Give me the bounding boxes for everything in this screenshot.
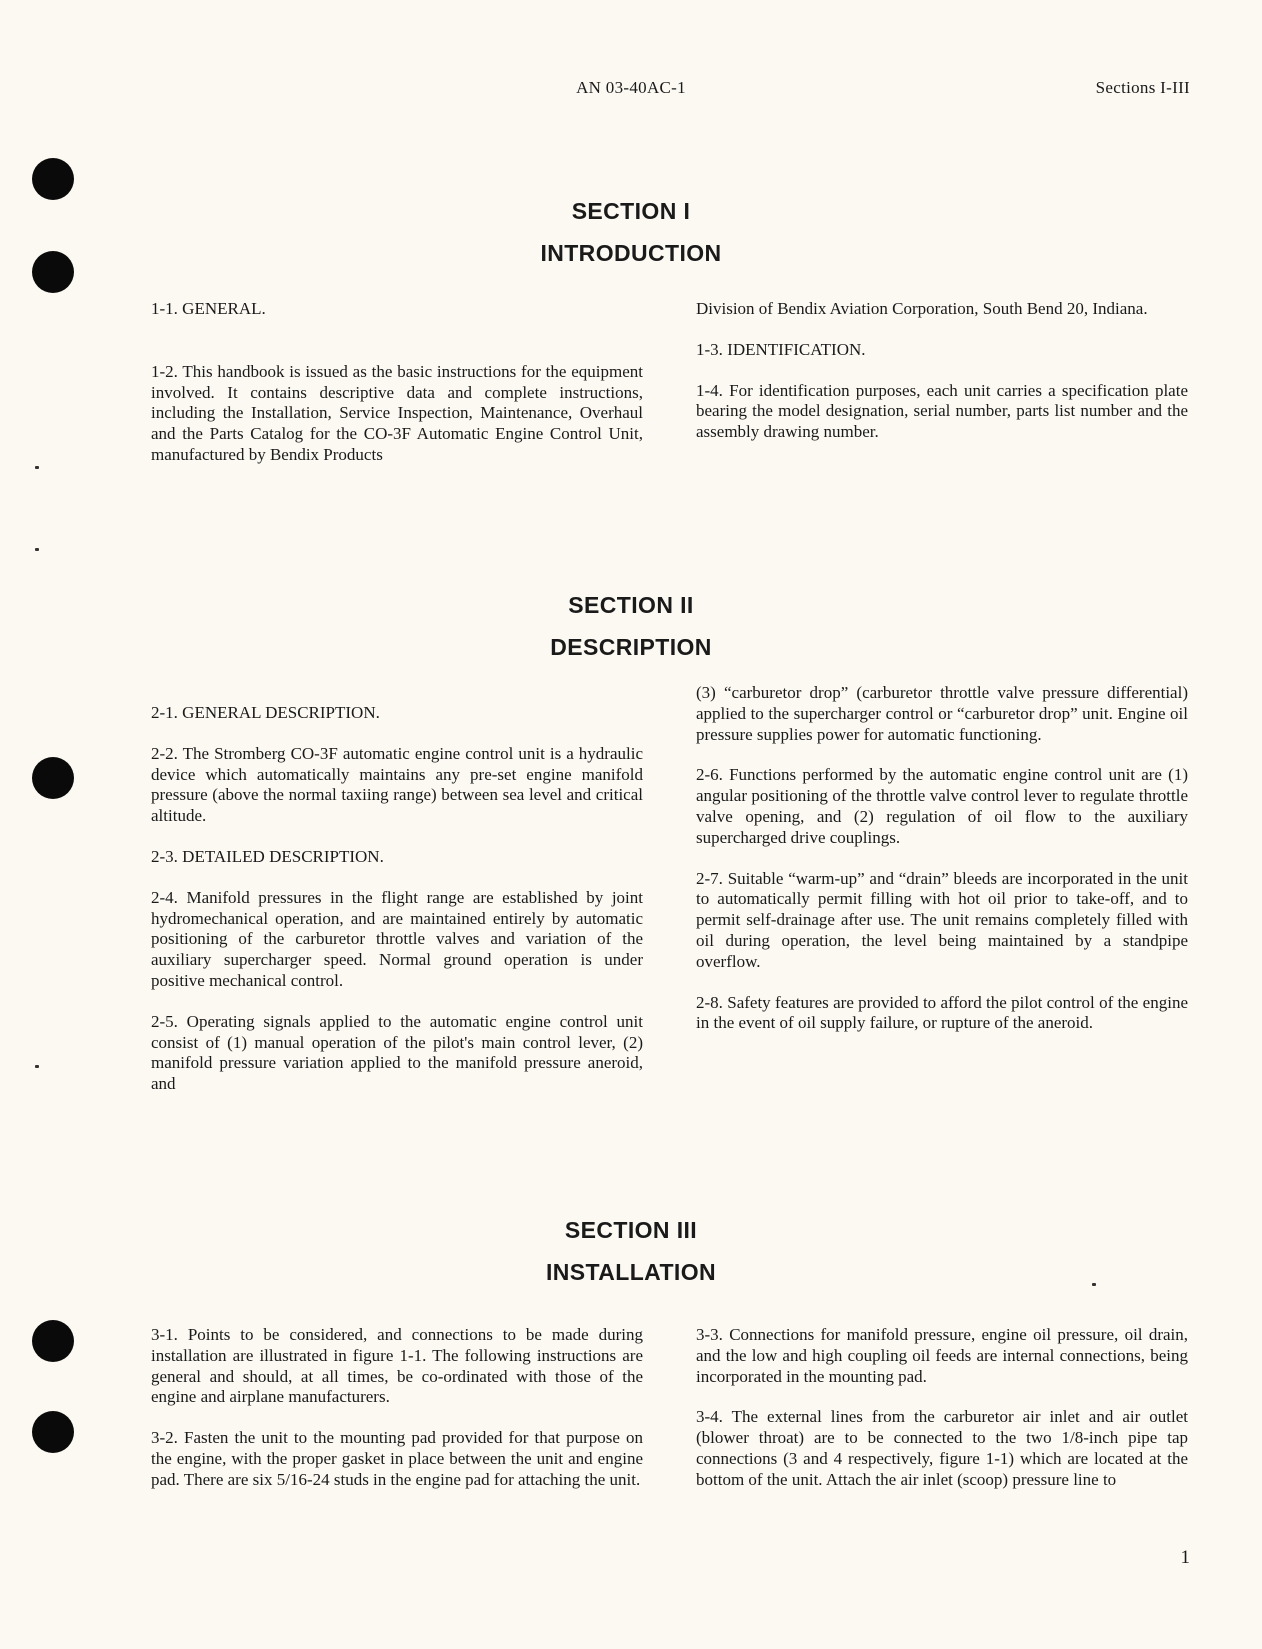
- paragraph: 3-3. Connections for manifold pressure, engine oil pressure, oil drain, and the low and high coupling oil feeds are internal connections, being incorporated in the mounting pad.: [696, 1325, 1188, 1386]
- page-number: 1: [1180, 1547, 1190, 1568]
- section-2-title: DESCRIPTION: [550, 634, 712, 660]
- paragraph: 2-7. Suitable “warm-up” and “drain” bleeds are incorporated in the unit to automatically permit filling with hot oil prior to take-off, and to permit self-drainage after use. The unit remains completely filled with oil during operation, the level being maintained by a standpipe overflow.: [696, 868, 1188, 971]
- paragraph: 2-8. Safety features are provided to afford the pilot control of the engine in the event of oil supply failure, or rupture of the aneroid.: [696, 992, 1188, 1033]
- paragraph: 2-2. The Stromberg CO-3F automatic engine control unit is a hydraulic device which automatically maintains any pre-set engine manifold pressure (above the normal taxiing range) between sea level and critical altitude.: [151, 743, 643, 826]
- binder-hole: [32, 757, 74, 799]
- paragraph: (3) “carburetor drop” (carburetor throttle valve pressure differential) applied to the supercharger control or “carburetor drop” unit. Engine oil pressure supplies power for automatic functioning.: [696, 683, 1188, 744]
- paragraph-heading: 1-1. GENERAL.: [151, 299, 266, 318]
- section-2-left-column: [151, 703, 643, 1095]
- speck: [35, 1065, 39, 1068]
- paragraph: 3-1. Points to be considered, and connections to be made during installation are illustrated in figure 1-1. The following instructions are general and should, at all times, be co-ordinated with those of the engine and airplane manufacturers.: [151, 1325, 643, 1407]
- paragraph: 1-2. This handbook is issued as the basic instructions for the equipment involved. It contains descriptive data and complete instructions, including the Installation, Service Inspection, Maintenance, Overhaul and the Parts Catalog for the CO-3F Automatic Engine Control Unit, manufactured by Bendix Products: [151, 361, 643, 464]
- paragraph: 3-2. Fasten the unit to the mounting pad provided for that purpose on the engine, with the proper gasket in place between the unit and engine pad. There are six 5/16-24 studs in the engine pad for attaching the unit.: [151, 1428, 643, 1489]
- section-3-right-column: [696, 1325, 1188, 1491]
- binder-hole: [32, 158, 74, 200]
- speck: [35, 548, 39, 551]
- section-1-number: SECTION I: [571, 198, 691, 224]
- section-1-left-column: [151, 299, 643, 466]
- section-1-right-column: [696, 299, 1188, 443]
- paragraph-heading: 2-3. DETAILED DESCRIPTION.: [151, 846, 384, 866]
- section-3-left-column: [151, 1325, 643, 1491]
- binder-hole: [32, 1411, 74, 1453]
- paragraph-heading: 2-1. GENERAL DESCRIPTION.: [151, 703, 380, 722]
- section-2-right-column: [696, 683, 1188, 1034]
- section-3-title: INSTALLATION: [545, 1259, 717, 1285]
- paragraph: 3-4. The external lines from the carburetor air inlet and air outlet (blower throat) are to be connected to the two 1/8-inch pipe tap connections (3 and 4 respectively, figure 1-1) which are located at the bottom of the unit. Attach the air inlet (scoop) pressure line to: [696, 1407, 1188, 1489]
- section-2-number: SECTION II: [568, 592, 694, 618]
- document-number: AN 03-40AC-1: [576, 78, 686, 97]
- section-1-title: INTRODUCTION: [540, 240, 722, 266]
- paragraph: 2-5. Operating signals applied to the automatic engine control unit consist of (1) manual operation of the pilot's main control lever, (2) manifold pressure variation applied to the manifold pressure aneroid, and: [151, 1011, 643, 1094]
- paragraph: 2-6. Functions performed by the automatic engine control unit are (1) angular positioning of the throttle valve control lever to regulate throttle valve opening, and (2) regulation of oil flow to the auxiliary supercharged drive couplings.: [696, 765, 1188, 847]
- paragraph-heading: 1-3. IDENTIFICATION.: [696, 339, 866, 359]
- paragraph: 2-4. Manifold pressures in the flight range are established by joint hydromechanical operation, and are maintained entirely by automatic positioning of the carburetor throttle valves and variation of the auxiliary supercharger speed. Normal ground operation is under positive mechanical control.: [151, 887, 643, 990]
- section-3-number: SECTION III: [564, 1217, 698, 1243]
- sections-label: Sections I-III: [1095, 78, 1190, 97]
- paragraph: Division of Bendix Aviation Corporation, South Bend 20, Indiana.: [696, 299, 1148, 318]
- binder-hole: [32, 1320, 74, 1362]
- speck: [35, 466, 39, 469]
- paragraph: 1-4. For identification purposes, each unit carries a specification plate bearing the model designation, serial number, parts list number and the assembly drawing number.: [696, 380, 1188, 442]
